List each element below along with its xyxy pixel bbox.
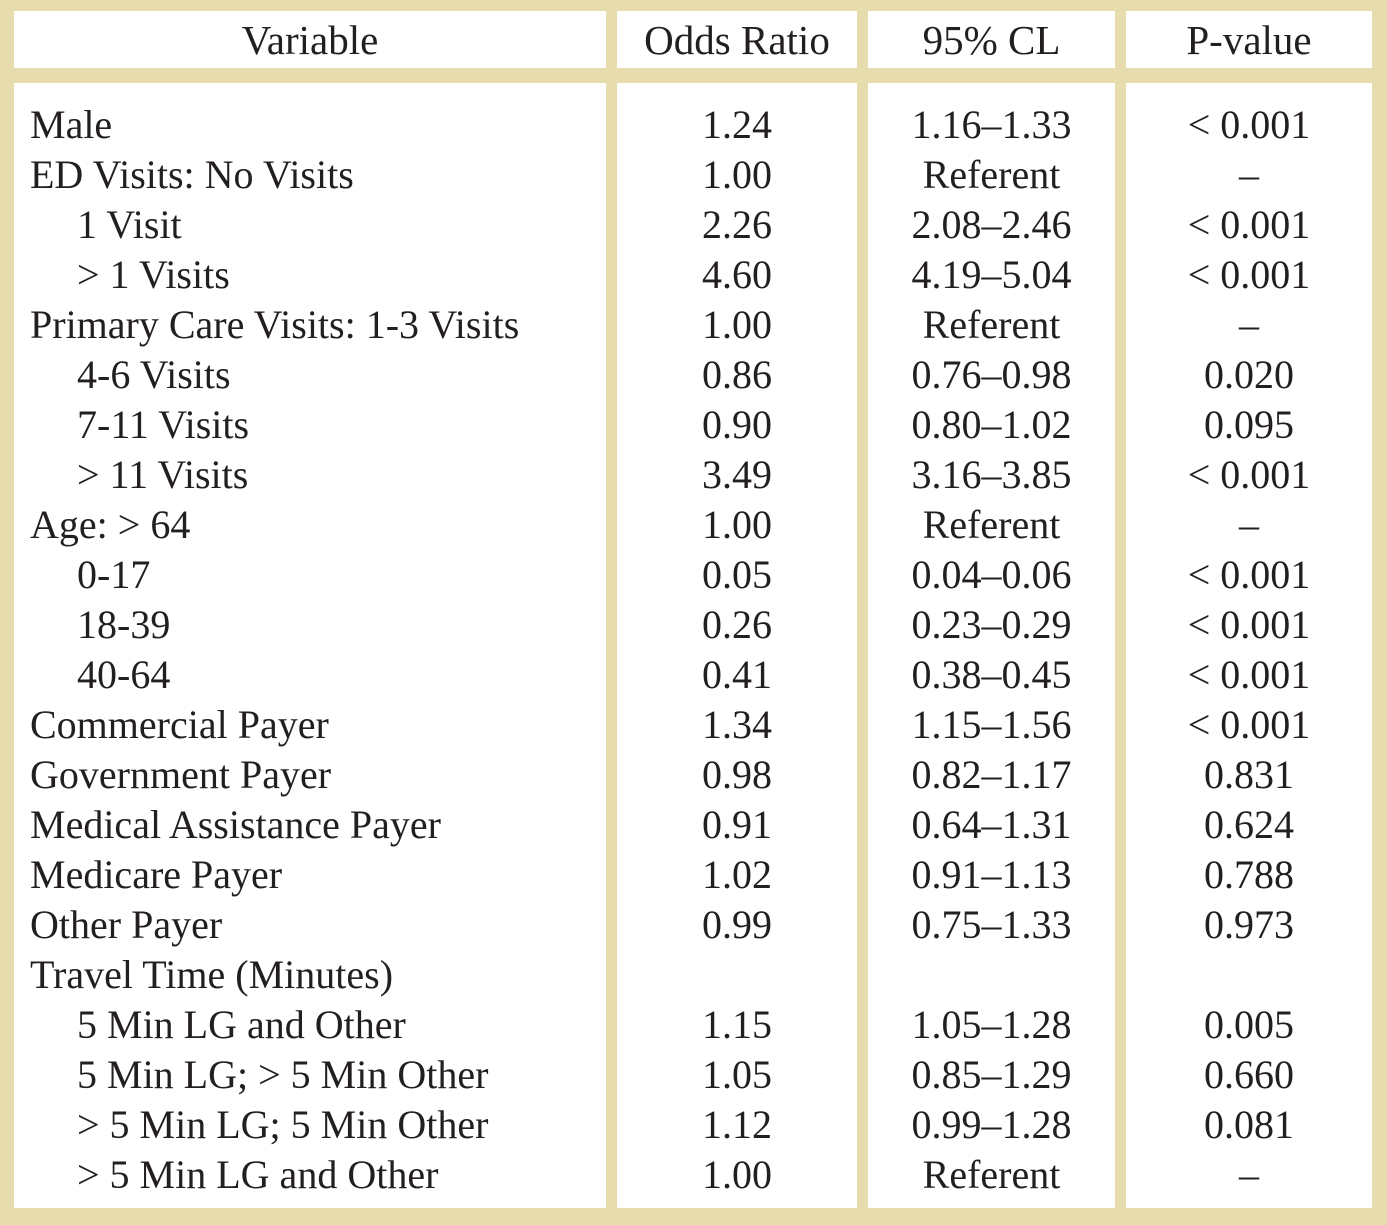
table-row-cell: 1.02 [702,852,772,897]
table-row-cell: 0.98 [702,752,772,797]
table-row-cell: 0.04–0.06 [911,552,1072,597]
column-header-variable: Variable [14,11,606,68]
table-grid [14,11,1372,1208]
table-row-cell: 0.095 [1204,402,1294,447]
table-row-cell: 1.00 [702,152,772,197]
column-header-p-value: P-value [1126,11,1372,68]
table-row-cell: 5 Min LG and Other [77,1002,406,1047]
table-row-cell: 0.660 [1204,1052,1294,1097]
table-row-cell: 0.624 [1204,802,1294,847]
table-row-cell: > 5 Min LG and Other [77,1152,439,1197]
table-row-cell: Primary Care Visits: 1-3 Visits [30,302,520,347]
table-row-cell: < 0.001 [1187,602,1311,647]
table-row-cell: 4.19–5.04 [911,252,1072,297]
table-row-cell: 1.24 [702,102,772,147]
table-row-cell: Referent [922,302,1061,347]
table-row-cell: > 5 Min LG; 5 Min Other [77,1102,489,1147]
table-row-cell: 4.60 [702,252,772,297]
table-row-cell: 2.26 [702,202,772,247]
table-row-cell: 40-64 [77,652,171,697]
table-row-cell: 0.99 [702,902,772,947]
table-row-cell: < 0.001 [1187,452,1311,497]
table-row-cell: 1.05–1.28 [911,1002,1072,1047]
table-row-cell: < 0.001 [1187,552,1311,597]
table-row-cell: 5 Min LG; > 5 Min Other [77,1052,489,1097]
table-row-cell: 0.76–0.98 [911,352,1072,397]
table-row-cell: Government Payer [30,752,332,797]
table-row-cell: 3.49 [702,452,772,497]
table-row-cell [617,950,857,1000]
table-row-cell: 0.23–0.29 [911,602,1072,647]
table-row-cell: 4-6 Visits [77,352,231,397]
table-row-cell: < 0.001 [1187,102,1311,147]
table-row-cell: 0-17 [77,552,151,597]
table-row-cell [868,950,1115,1000]
table-row-cell: Referent [922,502,1061,547]
table-row-cell: 0.91–1.13 [911,852,1072,897]
table-row-cell: > 1 Visits [77,252,230,297]
table-row-cell: < 0.001 [1187,202,1311,247]
table-row-cell: 0.64–1.31 [911,802,1072,847]
table-row-cell: 0.91 [702,802,772,847]
table-row-cell: 1 Visit [77,202,182,247]
table-row-cell [1126,950,1372,1000]
table-row-cell: – [1239,502,1259,547]
column-odds-ratio-values [617,83,857,1208]
table-row-cell: ED Visits: No Visits [30,152,354,197]
table-row-cell: 0.788 [1204,852,1294,897]
table-row-cell: Male [30,102,113,147]
table-row-cell: Travel Time (Minutes) [30,952,394,997]
table-row-cell: 3.16–3.85 [911,452,1072,497]
column-header-95-cl: 95% CL [868,11,1115,68]
table-row-cell: 1.00 [702,302,772,347]
table-row-cell: 0.005 [1204,1002,1294,1047]
table-row-cell: 0.86 [702,352,772,397]
column-variable-values [14,83,606,1208]
table-row-cell: Medical Assistance Payer [30,802,441,847]
column-header-odds-ratio: Odds Ratio [617,11,857,68]
table-row-cell: 1.34 [702,702,772,747]
table-row-cell: 0.973 [1204,902,1294,947]
table-row-cell: Referent [922,152,1061,197]
table-row-cell: 0.05 [702,552,772,597]
table-row-cell: < 0.001 [1187,252,1311,297]
column-p-value-values [1126,83,1372,1208]
table-row-cell: 0.80–1.02 [911,402,1072,447]
table-row-cell: Age: > 64 [30,502,191,547]
table-row-cell: 2.08–2.46 [911,202,1072,247]
table-row-cell: Medicare Payer [30,852,283,897]
table-row-cell: 1.15–1.56 [911,702,1072,747]
table-row-cell: 0.020 [1204,352,1294,397]
table-row-cell: 0.99–1.28 [911,1102,1072,1147]
table-row-cell: 0.41 [702,652,772,697]
table-row-cell: < 0.001 [1187,702,1311,747]
table-row-cell: 1.15 [702,1002,772,1047]
table-row-cell: 0.081 [1204,1102,1294,1147]
table-row-cell: 0.26 [702,602,772,647]
table-row-cell: 0.75–1.33 [911,902,1072,947]
table-row-cell: 0.831 [1204,752,1294,797]
table-row-cell: > 11 Visits [77,452,249,497]
table-row-cell: Commercial Payer [30,702,329,747]
table-row-cell: 1.00 [702,502,772,547]
table-row-cell: 0.85–1.29 [911,1052,1072,1097]
table-row-cell: 0.90 [702,402,772,447]
table-row-cell: – [1239,302,1259,347]
table-row-cell: 0.82–1.17 [911,752,1072,797]
column-95-cl-values [868,83,1115,1208]
table-row-cell: 7-11 Visits [77,402,250,447]
table-row-cell: 18-39 [77,602,171,647]
table-row-cell: 1.05 [702,1052,772,1097]
table-row-cell: 1.16–1.33 [911,102,1072,147]
table-row-cell: 0.38–0.45 [911,652,1072,697]
table-row-cell: < 0.001 [1187,652,1311,697]
table-row-cell: 1.00 [702,1152,772,1197]
table-row-cell: – [1239,1152,1259,1197]
table-row-cell: 1.12 [702,1102,772,1147]
table-row-cell: – [1239,152,1259,197]
table-row-cell: Referent [922,1152,1061,1197]
table-row-cell: Other Payer [30,902,223,947]
